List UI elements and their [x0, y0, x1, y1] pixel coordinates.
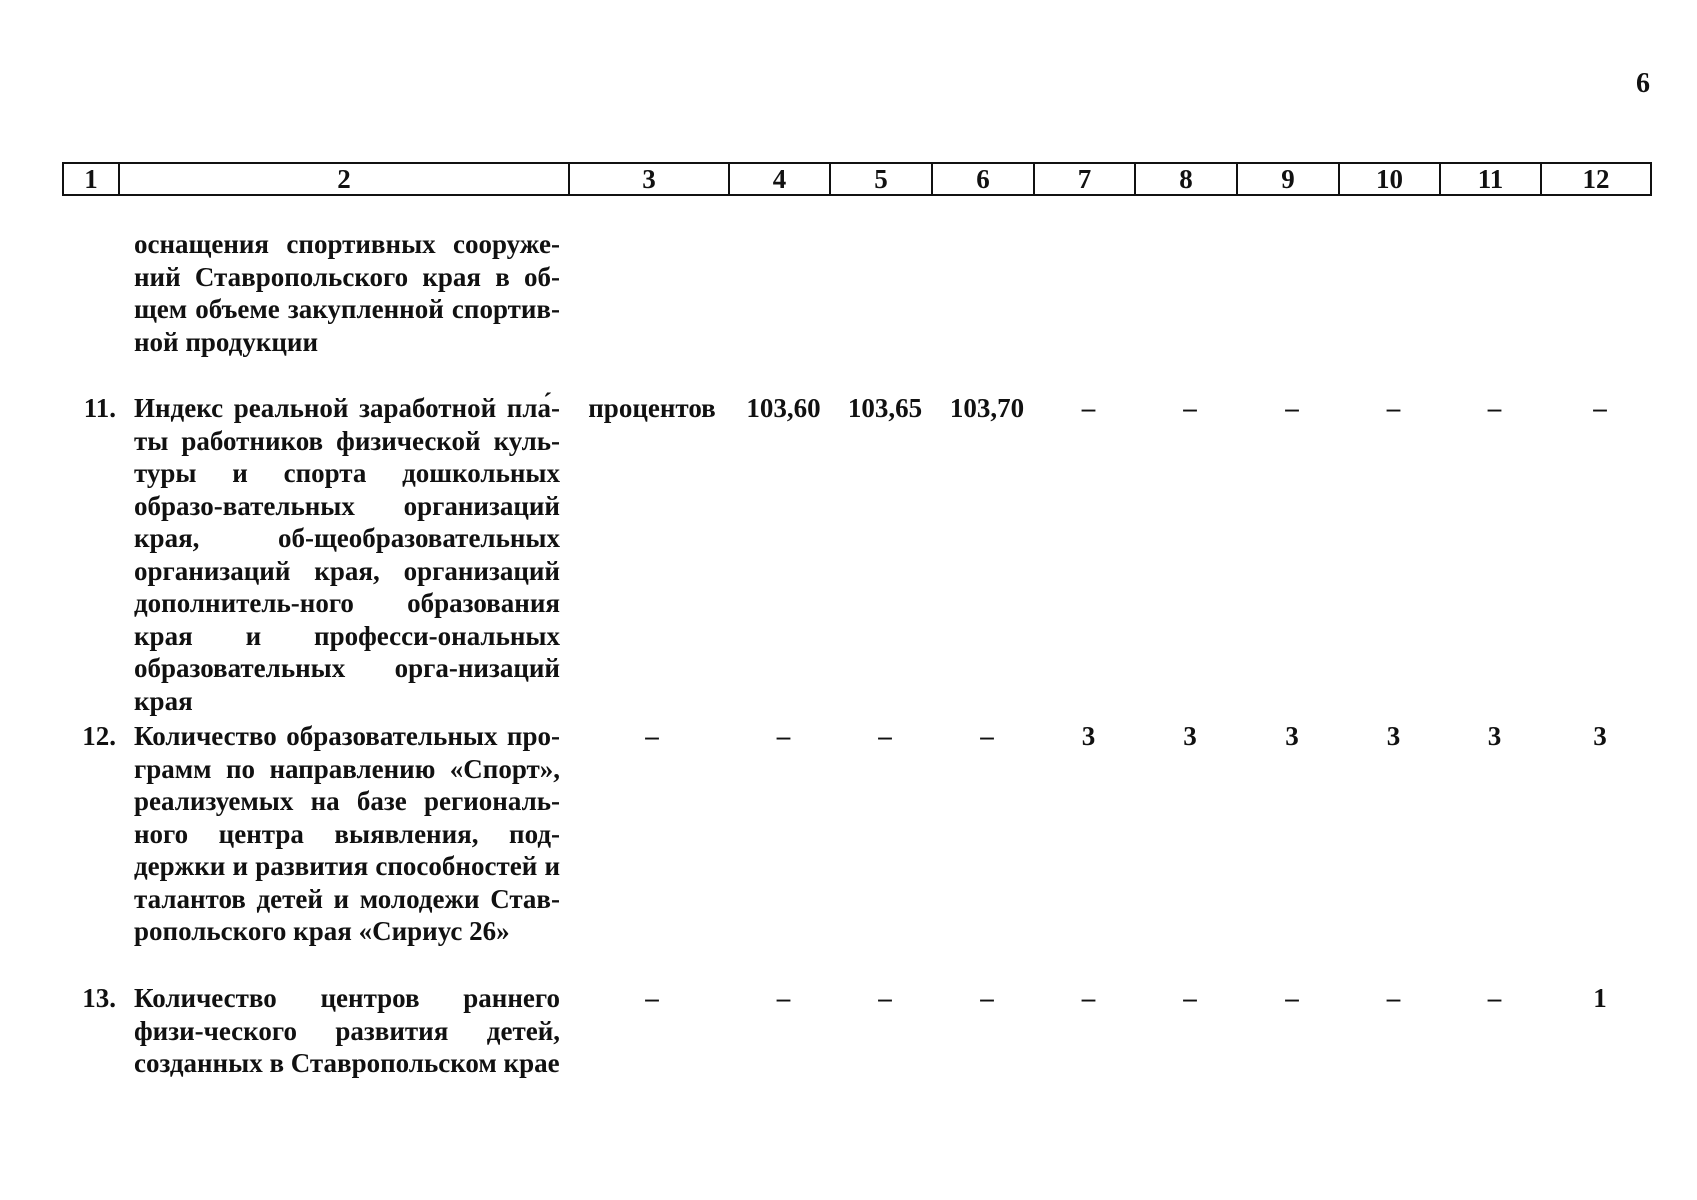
row-value: 1 [1593, 983, 1607, 1013]
row-description: Количество центров раннего физи-ческого развития детей, созданных в Ставропольском крае [134, 983, 560, 1078]
column-header-cell: 3 [569, 163, 729, 195]
row-value: – [1183, 983, 1197, 1013]
row-value: – [980, 983, 994, 1013]
row-value: – [1183, 393, 1197, 423]
row-value: – [1593, 393, 1607, 423]
row-value: – [1081, 393, 1096, 423]
row-value: – [1285, 393, 1299, 423]
row-unit: – [645, 983, 659, 1013]
row-value: – [1386, 393, 1401, 423]
row-value: 3 [1386, 721, 1401, 751]
column-header-table [62, 162, 1652, 196]
row-value: 3 [1081, 721, 1096, 751]
row-value: 103,70 [949, 393, 1025, 423]
column-header-cell: 11 [1440, 163, 1541, 195]
row-value: – [980, 721, 994, 751]
row-number: 12. [82, 721, 116, 751]
column-header-cell: 7 [1034, 163, 1135, 195]
column-header-cell: 8 [1135, 163, 1237, 195]
row-value: 3 [1487, 721, 1502, 751]
column-header-row [63, 163, 1651, 195]
column-header-cell: 6 [932, 163, 1034, 195]
row-value: – [878, 721, 892, 751]
row-value: – [1487, 983, 1502, 1013]
row-description: Количество образовательных про-грамм по направлению «Спорт», реализуемых на базе региональ-ного центра выявления, под-держки и развития способностей и талантов детей и молодежи Став-ропольского края «Сириус 26» [134, 721, 560, 946]
row-value: – [1285, 983, 1299, 1013]
column-header-cell: 9 [1237, 163, 1339, 195]
row-value: 3 [1183, 721, 1197, 751]
column-header-cell: 12 [1541, 163, 1651, 195]
row-value: 103,65 [847, 393, 923, 423]
column-header-cell: 10 [1339, 163, 1440, 195]
row-value: – [1081, 983, 1096, 1013]
page-number: 6 [1636, 68, 1650, 99]
column-header-cell: 1 [63, 163, 119, 195]
row-value: 103,60 [746, 393, 821, 423]
row-number: 13. [82, 983, 116, 1013]
column-header-cell: 2 [119, 163, 569, 195]
row-value: – [878, 983, 892, 1013]
row-value: – [776, 983, 791, 1013]
row-value: – [1386, 983, 1401, 1013]
row-value: – [1487, 393, 1502, 423]
row-value: – [776, 721, 791, 751]
row-description: Индекс реальной заработной пла́-ты работников физической куль-туры и спорта дошкольных образо-вательных организаций края, об-щеобразовательных организаций края, организаций дополнитель-ного образования края и професси-ональных образовательных орга-низаций края [134, 393, 560, 716]
row-number: 11. [83, 393, 116, 423]
row-value: 3 [1285, 721, 1299, 751]
row-description: оснащения спортивных сооруже-ний Ставропольского края в об-щем объеме закупленной спортив-ной продукции [134, 229, 560, 357]
row-value: 3 [1593, 721, 1607, 751]
column-header-cell: 4 [729, 163, 830, 195]
row-unit: процентов [588, 393, 716, 423]
row-unit: – [645, 721, 659, 751]
column-header-cell: 5 [830, 163, 932, 195]
